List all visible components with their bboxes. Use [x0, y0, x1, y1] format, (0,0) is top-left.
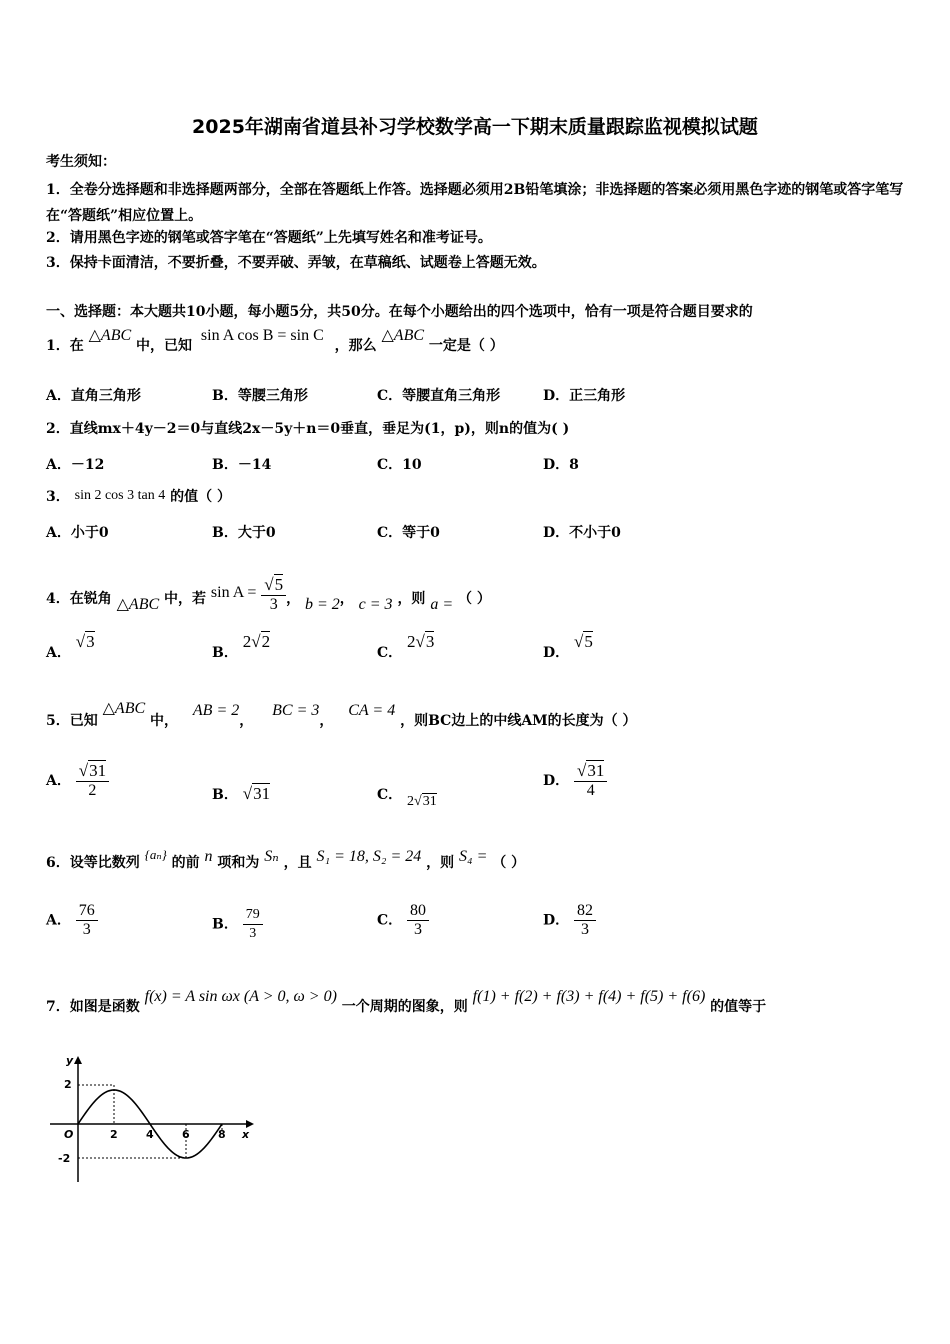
- q1-option-a[interactable]: A．直角三角形: [46, 388, 141, 404]
- page-title: 2025年湖南省道县补习学校数学高一下期末质量跟踪监视模拟试题: [192, 116, 758, 138]
- notice-heading: 考生须知：: [46, 154, 116, 170]
- y-axis-arrow: [74, 1056, 82, 1064]
- triangle-abc: △ABC: [116, 596, 160, 613]
- fraction: $\frac{√5}{3}$: [261, 576, 286, 614]
- triangle-abc: △ABC: [102, 700, 146, 717]
- y-tick-2: 2: [64, 1078, 72, 1091]
- q3-option-d[interactable]: D．不小于0: [543, 525, 621, 541]
- notice-item-3: 3．保持卡面清洁，不要折叠，不要弄破、弄皱，在草稿纸、试题卷上答题无效。: [46, 255, 546, 271]
- q4-option-b[interactable]: B． 2√2: [212, 632, 271, 661]
- x-tick-8: 8: [218, 1128, 226, 1141]
- origin-label: O: [64, 1128, 74, 1141]
- question-5: 5．已知 △ABC 中， AB = 2， BC = 3， CA = 4 ，则BC边上的中线AM的长度为（ ）: [46, 700, 637, 729]
- q2-option-a[interactable]: A．－12: [46, 457, 105, 473]
- y-axis-label: y: [66, 1054, 74, 1067]
- q1-option-d[interactable]: D．正三角形: [543, 388, 626, 404]
- question-4: 4．在锐角 △ABC 中，若 sin A = $\frac{√5}{3}$ ， b = 2， c = 3 ，则 a = （ ）: [46, 575, 491, 613]
- q2-option-b[interactable]: B．－14: [212, 457, 272, 473]
- q4-option-d[interactable]: D． √5: [543, 632, 593, 661]
- expression: sin 2 cos 3 tan 4: [74, 488, 166, 503]
- x-tick-4: 4: [146, 1128, 154, 1141]
- q3-option-c[interactable]: C．等于0: [377, 525, 440, 541]
- question-3: 3． sin 2 cos 3 tan 4 的值（ ）: [46, 488, 231, 505]
- q6-option-d[interactable]: D． $\frac{82}{3}$: [543, 902, 596, 939]
- notice-item-2: 2．请用黑色字迹的钢笔或答字笔在“答题纸”上先填写姓名和准考证号。: [46, 230, 492, 246]
- x-tick-2: 2: [110, 1128, 118, 1141]
- q3-option-b[interactable]: B．大于0: [212, 525, 276, 541]
- q6-option-a[interactable]: A． $\frac{76}{3}$: [46, 902, 98, 939]
- sum-expression: f(1) + f(2) + f(3) + f(4) + f(5) + f(6): [472, 988, 706, 1005]
- function-definition: f(x) = A sin ωx (A > 0, ω > 0): [144, 988, 337, 1005]
- q5-option-d[interactable]: D． $\frac{√31}{4}$: [543, 762, 607, 800]
- triangle-abc: △ABC: [381, 327, 425, 344]
- q2-option-c[interactable]: C．10: [377, 457, 422, 473]
- question-7: 7．如图是函数 f(x) = A sin ωx (A > 0, ω > 0) 一个周期的图象，则 f(1) + f(2) + f(3) + f(4) + f(5) + f(6) 的值等于: [46, 988, 767, 1015]
- question-1: 1．在 △ABC 中，已知 sin A cos B = sin C ，那么 △ABC 一定是（ ）: [46, 327, 504, 354]
- q6-option-b[interactable]: B． $\frac{79}{3}$: [212, 906, 263, 943]
- triangle-abc: △ABC: [88, 327, 132, 344]
- condition: sin A cos B = sin C: [200, 327, 324, 344]
- x-tick-6: 6: [182, 1128, 190, 1141]
- x-axis-label: x: [242, 1128, 250, 1141]
- q2-option-d[interactable]: D．8: [543, 457, 579, 473]
- question-6: 6．设等比数列 {aₙ} 的前 n 项和为 Sₙ ，且 S₁ = 18, S₂ = 24 ，则 S₄ = （ ）: [46, 847, 526, 871]
- q5-option-a[interactable]: A． $\frac{√31}{2}$: [46, 762, 109, 800]
- q1-option-b[interactable]: B．等腰三角形: [212, 388, 308, 404]
- q6-option-c[interactable]: C． $\frac{80}{3}$: [377, 902, 429, 939]
- section-heading: 一、选择题：本大题共10小题，每小题5分，共50分。在每个小题给出的四个选项中，恰有一项是符合题目要求的: [46, 304, 753, 320]
- q4-option-c[interactable]: C． 2√3: [377, 632, 435, 661]
- x-axis-arrow: [246, 1120, 254, 1128]
- notice-item-1: 1．全卷分选择题和非选择题两部分，全部在答题纸上作答。选择题必须用2B铅笔填涂；非选择题的答案必须用黑色字迹的钢笔或答字笔写在“答题纸”相应位置上。: [46, 182, 904, 224]
- q4-option-a[interactable]: A． √3: [46, 632, 95, 661]
- sine-graph: [46, 1050, 266, 1190]
- question-2: 2．直线mx＋4y－2＝0与直线2x－5y＋n＝0垂直，垂足为(1，p)，则n的值为( ): [46, 421, 570, 437]
- y-tick-neg2: -2: [58, 1152, 71, 1165]
- q3-option-a[interactable]: A．小于0: [46, 525, 109, 541]
- q1-option-c[interactable]: C．等腰直角三角形: [377, 388, 501, 404]
- sequence: {aₙ}: [144, 847, 167, 862]
- q5-option-c[interactable]: C． 2√31: [377, 787, 437, 809]
- q5-option-b[interactable]: B． √31: [212, 784, 271, 803]
